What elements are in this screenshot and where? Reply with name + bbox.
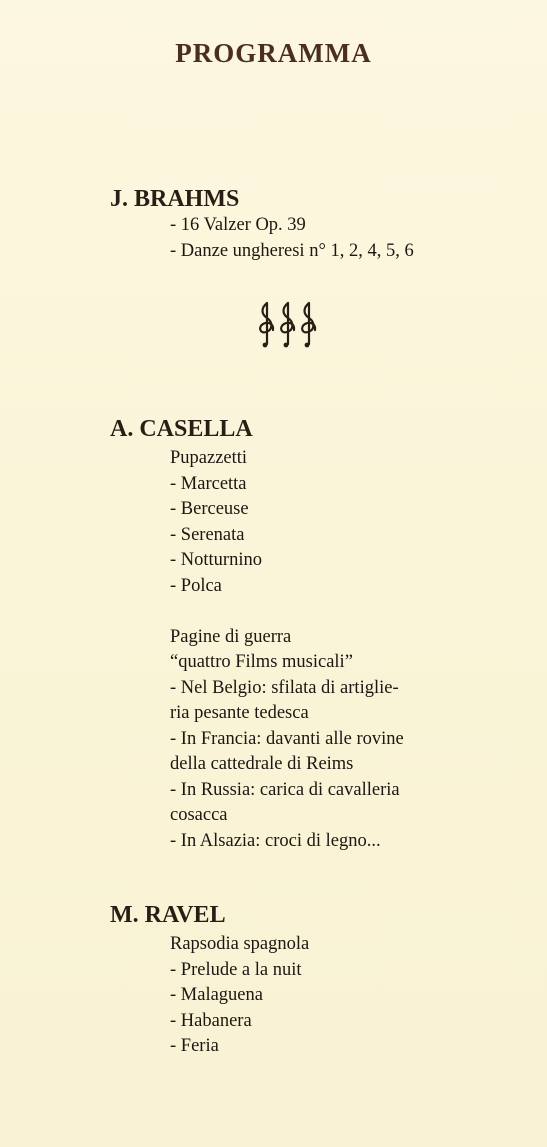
- composer-casella: A. CASELLA: [110, 416, 253, 442]
- list-item: - Notturnino: [170, 550, 262, 570]
- list-item: - In Francia: davanti alle rovine: [170, 728, 404, 749]
- list-item: ria pesante tedesca: [170, 703, 309, 723]
- list-item: - Serenata: [170, 524, 245, 545]
- treble-clef-icon: [302, 303, 315, 347]
- treble-clefs-ornament: [255, 300, 325, 352]
- list-item: - In Russia: carica di cavalleria: [170, 779, 400, 800]
- treble-clef-icon: [260, 303, 273, 347]
- treble-clef-icon: [281, 303, 294, 347]
- list-item: - Polca: [170, 575, 222, 596]
- brahms-works-list: [170, 213, 414, 264]
- list-item: - Danze ungheresi n° 1, 2, 4, 5, 6: [170, 240, 414, 261]
- casella-works-list: [170, 446, 404, 854]
- list-item: Rapsodia spagnola: [170, 934, 310, 954]
- list-spacer: [170, 599, 404, 625]
- list-item: - Malaguena: [170, 985, 263, 1005]
- list-item: - Feria: [170, 1036, 219, 1056]
- list-item: - Marcetta: [170, 473, 247, 494]
- list-item: - 16 Valzer Op. 39: [170, 215, 306, 235]
- list-item: - In Alsazia: croci di legno...: [170, 830, 381, 851]
- list-item: Pagine di guerra: [170, 626, 292, 647]
- list-item: - Berceuse: [170, 499, 249, 519]
- list-item: della cattedrale di Reims: [170, 754, 354, 774]
- list-item: - Prelude a la nuit: [170, 959, 302, 980]
- list-item: “quattro Films musicali”: [170, 652, 353, 672]
- ravel-works-list: [170, 932, 309, 1060]
- list-item: Pupazzetti: [170, 448, 248, 468]
- composer-ravel: M. RAVEL: [110, 902, 226, 928]
- list-item: - Habanera: [170, 1010, 252, 1031]
- page-title: PROGRAMMA: [175, 38, 372, 68]
- composer-brahms: J. BRAHMS: [110, 186, 240, 212]
- list-item: - Nel Belgio: sfilata di artiglie-: [170, 677, 399, 698]
- list-item: cosacca: [170, 805, 228, 825]
